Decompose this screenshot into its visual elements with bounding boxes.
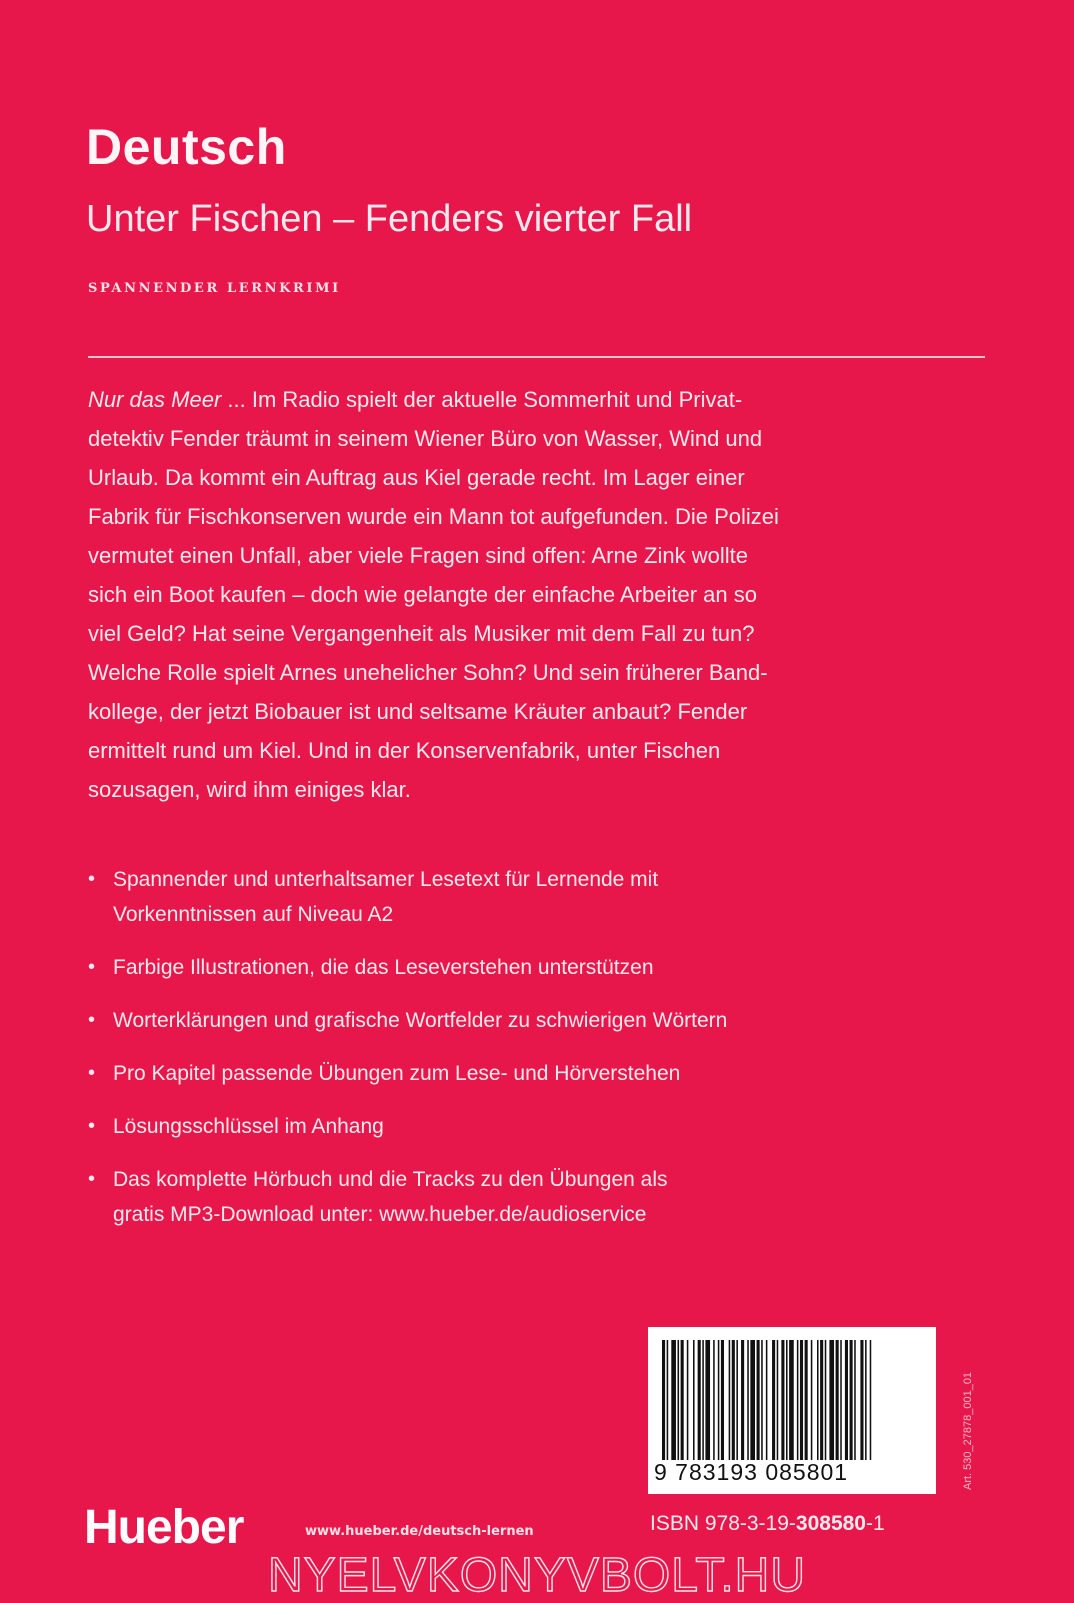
barcode-bar: [702, 1340, 704, 1460]
feature-item: [88, 1003, 988, 1038]
blurb-line-text: ... Im Radio spielt der aktuelle Sommerhit und Privat-: [221, 387, 743, 412]
feature-item: [88, 1056, 988, 1091]
blurb-line: [88, 458, 988, 497]
article-number: Art. 530_27878_001_01: [962, 1371, 974, 1490]
feature-line: Vorkenntnissen auf Niveau A2: [113, 903, 394, 926]
blurb-line-text: ermittelt rund um Kiel. Und in der Konservenfabrik, unter Fischen: [88, 738, 721, 763]
watermark: NYELVKONYVBOLT.HU: [267, 1549, 807, 1602]
barcode-bar: [687, 1340, 689, 1460]
feature-item: [88, 950, 988, 985]
barcode-bar: [662, 1340, 665, 1460]
feature-line: Farbige Illustrationen, die das Leseverstehen unterstützen: [113, 956, 654, 979]
isbn: [650, 1512, 885, 1536]
feature-line: Spannender und unterhaltsamer Lesetext für Lernende mit: [113, 868, 659, 891]
barcode-bar: [817, 1340, 819, 1460]
isbn-bold: 308580: [795, 1512, 866, 1535]
feature-line: Pro Kapitel passende Übungen zum Lese- und Hörverstehen: [113, 1062, 681, 1085]
blurb-line: [88, 497, 988, 536]
blurb-line: [88, 731, 988, 770]
barcode-bar: [854, 1340, 856, 1460]
feature-item: [88, 1109, 988, 1144]
feature-line: Worterklärungen und grafische Wortfelder zu schwierigen Wörtern: [113, 1009, 728, 1032]
barcode-digits: 9 783193 085801: [654, 1459, 849, 1485]
barcode-bar: [721, 1340, 724, 1460]
barcode-bar: [718, 1340, 720, 1460]
barcode-bar: [761, 1340, 763, 1460]
feature-line: Lösungsschlüssel im Anhang: [113, 1115, 384, 1138]
bullet-icon: •: [88, 868, 96, 890]
barcode-bar: [678, 1340, 680, 1460]
divider-line: [88, 356, 985, 358]
blurb-line-text: detektiv Fender träumt in seinem Wiener Büro von Wasser, Wind und: [88, 426, 763, 451]
barcode-bar: [747, 1340, 749, 1460]
bullet-icon: •: [88, 1115, 96, 1137]
feature-item: [88, 862, 988, 932]
barcode-bar: [811, 1340, 813, 1460]
feature-item: [88, 1162, 988, 1232]
blurb-text: [88, 380, 988, 809]
blurb-line-text: Fabrik für Fischkonserven wurde ein Mann tot aufgefunden. Die Polizei: [88, 504, 779, 529]
barcode-bar: [845, 1340, 848, 1460]
blurb-line: [88, 575, 988, 614]
barcode-bar: [825, 1340, 827, 1460]
barcode-bar: [772, 1340, 775, 1460]
blurb-line-text: viel Geld? Hat seine Vergangenheit als Musiker mit dem Fall zu tun?: [88, 621, 755, 646]
barcode-bar: [789, 1340, 794, 1460]
barcode-bar: [777, 1340, 779, 1460]
barcode-bar: [800, 1340, 803, 1460]
blurb-italic: Nur das Meer: [88, 387, 222, 412]
barcode-bar: [786, 1340, 788, 1460]
barcode-bar: [757, 1340, 760, 1460]
barcode-bar: [667, 1340, 669, 1460]
barcode-bar: [681, 1340, 684, 1460]
blurb-line-text: Urlaub. Da kommt ein Auftrag aus Kiel gerade recht. Im Lager einer: [88, 465, 745, 490]
barcode-bar: [671, 1340, 676, 1460]
barcode-bar: [741, 1340, 744, 1460]
publisher-logo: Hueber: [84, 1501, 244, 1554]
barcode-bar: [781, 1340, 784, 1460]
barcode-bar: [732, 1340, 735, 1460]
blurb-line: [88, 653, 988, 692]
blurb-line: [88, 692, 988, 731]
barcode-bar: [797, 1340, 799, 1460]
barcode-bar: [729, 1340, 731, 1460]
blurb-line: [88, 770, 988, 809]
book-title: Unter Fischen – Fenders vierter Fall: [86, 198, 693, 240]
barcode-bar: [766, 1340, 768, 1460]
barcode-bar: [836, 1340, 839, 1460]
bullet-icon: •: [88, 1009, 96, 1031]
blurb-line: [88, 536, 988, 575]
barcode-bars: [660, 1340, 924, 1460]
barcode-bar: [860, 1340, 863, 1460]
blurb-line-text: sich ein Boot kaufen – doch wie gelangte der einfache Arbeiter an so: [88, 582, 758, 607]
blurb-line-text: vermutet einen Unfall, aber viele Fragen sind offen: Arne Zink wollte: [88, 543, 748, 568]
blurb-line: [88, 419, 988, 458]
feature-list: [88, 862, 988, 1232]
isbn-suffix: -1: [865, 1512, 885, 1535]
barcode-bar: [698, 1340, 701, 1460]
isbn-prefix: ISBN 978-3-19-: [650, 1512, 796, 1535]
barcode-bar: [865, 1340, 867, 1460]
book-series-title: Deutsch: [86, 119, 287, 175]
blurb-line-text: kollege, der jetzt Biobauer ist und seltsame Kräuter anbaut? Fender: [88, 699, 748, 724]
feature-line: gratis MP3-Download unter: www.hueber.de/audioservice: [113, 1203, 647, 1226]
bullet-icon: •: [88, 956, 96, 978]
publisher-website: www.hueber.de/deutsch-lernen: [305, 1524, 534, 1539]
genre-tagline: SPANNENDER LERNKRIMI: [88, 281, 341, 296]
barcode-bar: [870, 1340, 872, 1460]
barcode-bar: [840, 1340, 842, 1460]
blurb-line: [88, 614, 988, 653]
barcode-bar: [705, 1340, 710, 1460]
barcode-bar: [805, 1340, 808, 1460]
bullet-icon: •: [88, 1168, 96, 1190]
barcode-bar: [829, 1340, 834, 1460]
blurb-line: [88, 380, 988, 419]
barcode-bar: [693, 1340, 695, 1460]
barcode-bar: [850, 1340, 853, 1460]
barcode-bar: [713, 1340, 715, 1460]
barcode: [648, 1327, 936, 1494]
feature-line: Das komplette Hörbuch und die Tracks zu den Übungen als: [113, 1168, 668, 1191]
bullet-icon: •: [88, 1062, 96, 1084]
barcode-bar: [750, 1340, 755, 1460]
blurb-line-text: Welche Rolle spielt Arnes unehelicher Sohn? Und sein früherer Band-: [88, 660, 768, 685]
blurb-line-text: sozusagen, wird ihm einiges klar.: [88, 777, 411, 802]
barcode-bar: [820, 1340, 823, 1460]
barcode-bar: [736, 1340, 738, 1460]
